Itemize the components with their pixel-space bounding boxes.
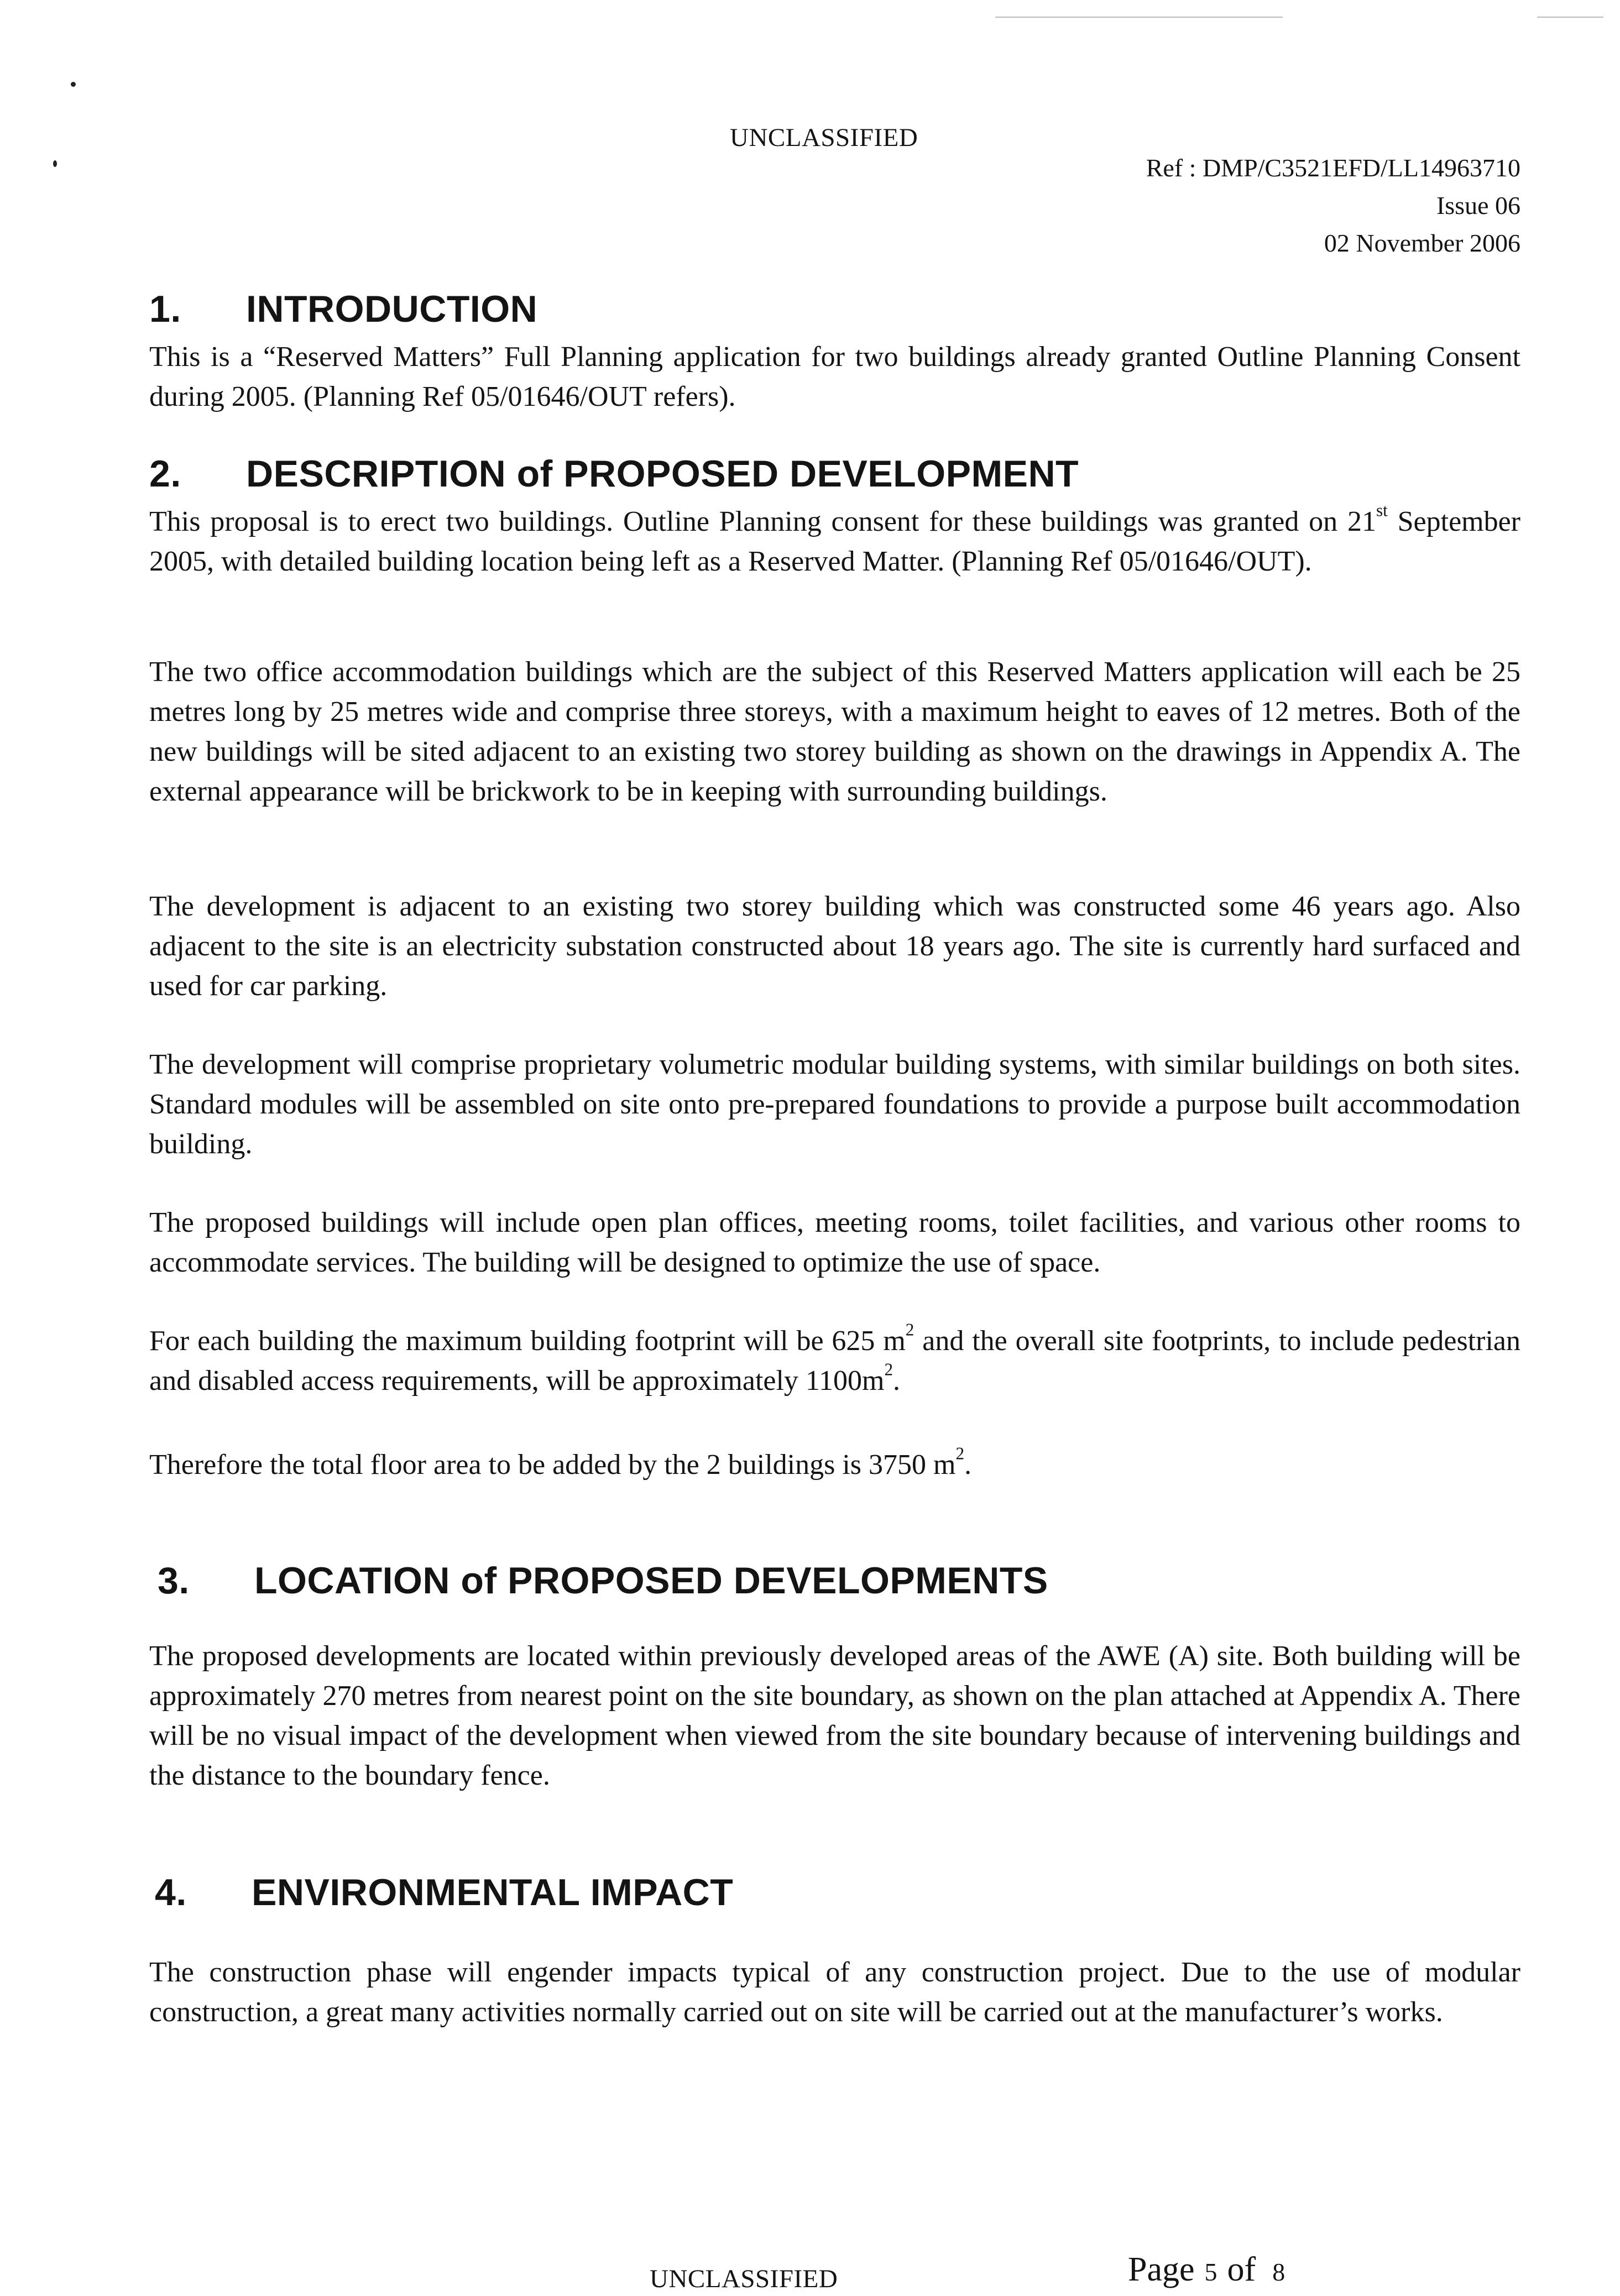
environmental-impact-paragraph: The construction phase will engender impacts typical of any construction project. Due to the use of modular construction, a great many activities normally carried out on site will be carried out at the manufacturer’s works. (149, 1957, 1520, 2028)
section-title: DESCRIPTION of PROPOSED DEVELOPMENT (246, 453, 1079, 495)
text-run: . (893, 1365, 901, 1397)
description-paragraph-1 (149, 502, 1520, 582)
description-paragraph-7 (149, 1445, 1520, 1485)
issue-number: Issue 06 (1436, 191, 1520, 219)
text-run: This proposal is to erect two buildings. Outline Planning consent for these buildings was granted on 21 (149, 506, 1376, 537)
scan-mark (1537, 17, 1603, 18)
document-reference: Ref : DMP/C3521EFD/LL14963710 (1146, 154, 1520, 182)
text-run: For each building the maximum building footprint will be 625 m (149, 1325, 906, 1357)
description-paragraph-5: The proposed buildings will include open plan offices, meeting rooms, toilet facilities, and various other rooms to accommodate services. The building will be designed to optimize the use of space. (149, 1207, 1520, 1278)
section-heading-introduction (149, 287, 537, 331)
description-paragraph-3: The development is adjacent to an existing two storey building which was constructed some 46 years ago. Also adjacent to the site is an electricity substation constructed about 18 years ago. The site is currently hard surfaced and used for car parking. (149, 891, 1520, 1002)
superscript: 2 (884, 1359, 893, 1379)
section-number: 1. (149, 288, 181, 330)
superscript: st (1376, 500, 1388, 520)
description-paragraph-4: The development will comprise proprietary volumetric modular building systems, with similar buildings on both sites. Standard modules will be assembled on site onto pre-prepared foundations to provide a purpose built accommodation building. (149, 1049, 1520, 1160)
of-label: of (1227, 2251, 1256, 2288)
text-run: Therefore the total floor area to be added by the 2 buildings is 3750 m (149, 1449, 956, 1481)
scan-dot (71, 82, 76, 87)
page-total: 8 (1272, 2258, 1285, 2286)
document-date: 02 November 2006 (1324, 229, 1520, 257)
description-paragraph-2: The two office accommodation buildings which are the subject of this Reserved Matters application will each be 25 metres long by 25 metres wide and comprise three storeys, with a maximum height to eaves of 12 metres. Both of the new buildings will be sited adjacent to an existing two storey building as shown on the drawings in Appendix A. The external appearance will be brickwork to be in keeping with surrounding buildings. (149, 656, 1520, 807)
description-paragraph-6 (149, 1321, 1520, 1401)
page-label: Page (1128, 2251, 1195, 2288)
superscript: 2 (905, 1320, 914, 1340)
header-reference-block (1146, 149, 1520, 262)
section-number: 4. (155, 1871, 187, 1913)
scan-mark (995, 17, 1283, 18)
page-number: 5 (1204, 2258, 1217, 2286)
section-title: INTRODUCTION (246, 288, 538, 330)
superscript: 2 (955, 1444, 965, 1463)
section-heading-location (158, 1559, 1048, 1602)
text-run: and the overall site footprints, to include pedestrian and disabled access requirements, will be approximately 1100m (149, 1325, 1520, 1397)
introduction-paragraph: This is a “Reserved Matters” Full Planning application for two buildings already granted Outline Planning Consent during 2005. (Planning Ref 05/01646/OUT refers). (149, 341, 1520, 412)
section-title: LOCATION of PROPOSED DEVELOPMENTS (254, 1560, 1048, 1602)
section-number: 2. (149, 453, 181, 495)
text-run: . (964, 1449, 972, 1481)
section-heading-environmental-impact (155, 1871, 733, 1914)
text-run: September 2005, with detailed building location being left as a Reserved Matter. (Planning Ref 05/01646/OUT). (149, 506, 1520, 577)
header-classification: UNCLASSIFIED (730, 123, 918, 152)
scan-dot (53, 160, 57, 167)
section-number: 3. (158, 1560, 190, 1602)
section-heading-description (149, 452, 1079, 495)
location-paragraph: The proposed developments are located within previously developed areas of the AWE (A) site. Both building will be approximately 270 metres from nearest point on the site boundary, as shown on the plan attached at Appendix A. There will be no visual impact of the development when viewed from the site boundary because of intervening buildings and the distance to the boundary fence. (149, 1640, 1520, 1791)
page-indicator (1128, 2250, 1285, 2289)
footer-classification: UNCLASSIFIED (650, 2264, 838, 2293)
section-title: ENVIRONMENTAL IMPACT (252, 1871, 734, 1913)
